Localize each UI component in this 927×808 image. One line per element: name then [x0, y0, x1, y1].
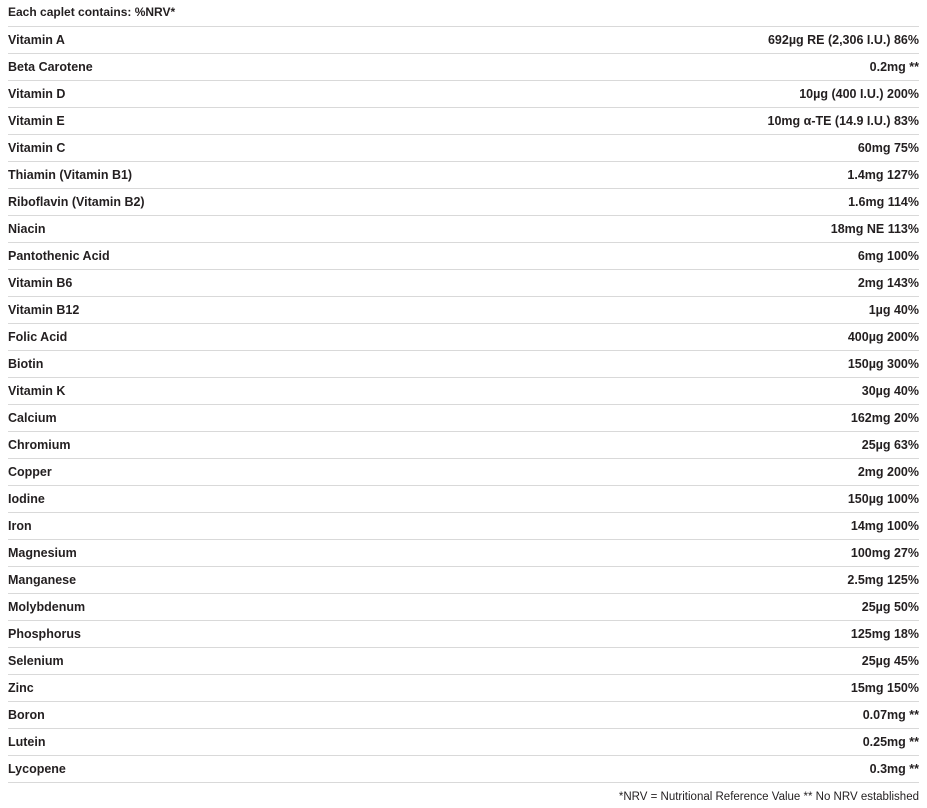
nutrient-name: Iodine	[8, 492, 45, 506]
table-row	[8, 297, 919, 324]
nutrient-name: Molybdenum	[8, 600, 86, 614]
footnote-container	[8, 782, 919, 808]
nutrient-amount: 0.25mg **	[862, 735, 919, 749]
nutrient-amount: 10mg α-TE (14.9 I.U.) 83%	[767, 114, 919, 128]
nutrient-name: Thiamin (Vitamin B1)	[8, 168, 133, 182]
nutrient-amount: 2.5mg 125%	[847, 573, 919, 587]
table-row	[8, 702, 919, 729]
table-row	[8, 81, 919, 108]
table-row	[8, 189, 919, 216]
nutrient-name: Calcium	[8, 411, 57, 425]
nutrient-name: Selenium	[8, 654, 64, 668]
table-row	[8, 243, 919, 270]
nutrient-name: Vitamin C	[8, 141, 66, 155]
nutrient-name: Magnesium	[8, 546, 77, 560]
table-row	[8, 594, 919, 621]
nutrient-amount: 60mg 75%	[857, 141, 919, 155]
nutrient-amount: 0.2mg **	[869, 60, 919, 74]
nutrient-amount: 25µg 50%	[861, 600, 919, 614]
nutrient-name: Folic Acid	[8, 330, 68, 344]
table-row	[8, 378, 919, 405]
table-row	[8, 135, 919, 162]
table-row	[8, 567, 919, 594]
nutrition-table-body	[8, 27, 919, 783]
table-row	[8, 513, 919, 540]
table-row	[8, 486, 919, 513]
nutrient-amount: 15mg 150%	[850, 681, 919, 695]
table-row	[8, 621, 919, 648]
nutrient-amount: 1.4mg 127%	[847, 168, 919, 182]
nutrient-name: Vitamin D	[8, 87, 66, 101]
nutrient-amount: 30µg 40%	[861, 384, 919, 398]
table-row	[8, 405, 919, 432]
nutrient-amount: 100mg 27%	[850, 546, 919, 560]
nutrient-amount: 2mg 143%	[857, 276, 919, 290]
nutrient-amount: 0.07mg **	[862, 708, 919, 722]
table-row	[8, 324, 919, 351]
nutrient-amount: 162mg 20%	[850, 411, 919, 425]
nutrient-amount: 1.6mg 114%	[848, 195, 919, 209]
table-row	[8, 216, 919, 243]
nutrition-table	[8, 26, 919, 782]
nrv-footnote: *NRV = Nutritional Reference Value ** No NRV established	[618, 791, 919, 803]
nutrient-amount: 150µg 100%	[847, 492, 919, 506]
nutrient-name: Vitamin B12	[8, 303, 80, 317]
nutrient-name: Vitamin B6	[8, 276, 73, 290]
table-row	[8, 756, 919, 783]
nutrient-amount: 125mg 18%	[850, 627, 919, 641]
nutrient-name: Beta Carotene	[8, 60, 93, 74]
nutrient-name: Phosphorus	[8, 627, 81, 641]
table-row	[8, 162, 919, 189]
nutrient-name: Vitamin K	[8, 384, 66, 398]
nutrient-amount: 692µg RE (2,306 I.U.) 86%	[767, 33, 919, 47]
table-row	[8, 432, 919, 459]
nutrient-amount: 400µg 200%	[847, 330, 919, 344]
nutrient-name: Riboflavin (Vitamin B2)	[8, 195, 145, 209]
nutrient-name: Pantothenic Acid	[8, 249, 110, 263]
nutrient-amount: 1µg 40%	[868, 303, 919, 317]
table-row	[8, 648, 919, 675]
nutrient-name: Lycopene	[8, 762, 66, 776]
nutrient-name: Iron	[8, 519, 32, 533]
nutrient-name: Boron	[8, 708, 45, 722]
nutrient-name: Chromium	[8, 438, 71, 452]
nutrient-name: Lutein	[8, 735, 46, 749]
table-row	[8, 540, 919, 567]
table-row	[8, 459, 919, 486]
nutrient-amount: 25µg 63%	[861, 438, 919, 452]
nutrient-name: Niacin	[8, 222, 46, 236]
nutrient-name: Zinc	[8, 681, 34, 695]
table-row	[8, 54, 919, 81]
table-row	[8, 675, 919, 702]
nutrient-name: Vitamin E	[8, 114, 65, 128]
nutrient-amount: 10µg (400 I.U.) 200%	[799, 87, 919, 101]
table-row	[8, 27, 919, 54]
nutrient-name: Vitamin A	[8, 33, 65, 47]
nutrient-amount: 25µg 45%	[861, 654, 919, 668]
nutrient-amount: 18mg NE 113%	[830, 222, 919, 236]
nutrient-amount: 14mg 100%	[850, 519, 919, 533]
table-row	[8, 729, 919, 756]
panel-header: Each caplet contains: %NRV*	[8, 5, 176, 19]
nutrient-amount: 0.3mg **	[869, 762, 919, 776]
table-row	[8, 351, 919, 378]
nutrient-amount: 150µg 300%	[847, 357, 919, 371]
table-row	[8, 270, 919, 297]
nutrient-name: Manganese	[8, 573, 77, 587]
nutrient-name: Copper	[8, 465, 52, 479]
nutrient-amount: 2mg 200%	[857, 465, 919, 479]
table-row	[8, 108, 919, 135]
nutrient-amount: 6mg 100%	[857, 249, 919, 263]
nutrient-name: Biotin	[8, 357, 44, 371]
